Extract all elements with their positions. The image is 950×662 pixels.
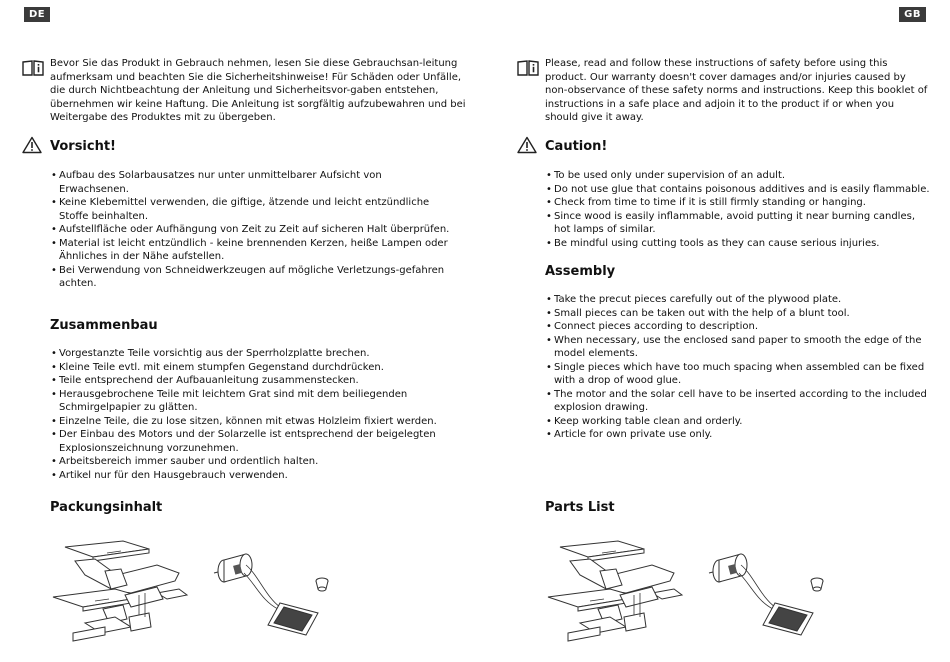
assembly-list-de [51, 347, 451, 482]
list-item: • Einzelne Teile, die zu lose sitzen, können mit etwas Holzleim fixiert werden. [51, 415, 451, 429]
list-item: • Kleine Teile evtl. mit einem stumpfen Gegenstand durchdrücken. [51, 361, 451, 375]
assembly-heading-gb: Assembly [545, 264, 616, 279]
list-item: • Be mindful using cutting tools as they can cause serious injuries. [546, 237, 931, 251]
list-item: • Do not use glue that contains poisonous additives and is easily flammable. [546, 183, 931, 197]
list-item: • Keine Klebemittel verwenden, die giftige, ätzende und leicht entzündliche Stoffe beinhalten. [51, 196, 451, 223]
list-item: • Since wood is easily inflammable, avoid putting it near burning candles, hot lamps of similar. [546, 210, 931, 237]
airplane-model-illustration [45, 535, 190, 655]
caution-list-gb [546, 169, 931, 250]
list-item: • Material ist leicht entzündlich - keine brennenden Kerzen, heiße Lampen oder Ähnliches in der Nähe aufstellen. [51, 237, 451, 264]
book-info-icon [22, 60, 44, 76]
list-item: • Small pieces can be taken out with the help of a blunt tool. [546, 307, 931, 321]
caution-heading-gb: Caution! [545, 139, 608, 154]
list-item: • Aufbau des Solarbausatzes nur unter unmittelbarer Aufsicht von Erwachsenen. [51, 169, 451, 196]
list-item: • Aufstellfläche oder Aufhängung von Zeit zu Zeit auf sicheren Halt überprüfen. [51, 223, 451, 237]
assembly-list-gb [546, 293, 931, 442]
list-item: • Take the precut pieces carefully out of the plywood plate. [546, 293, 931, 307]
list-item: • Single pieces which have too much spacing when assembled can be fixed with a drop of wood glue. [546, 361, 931, 388]
book-info-icon [517, 60, 539, 76]
parts-heading-de: Packungsinhalt [50, 500, 163, 515]
list-item: • Teile entsprechend der Aufbauanleitung zusammenstecken. [51, 374, 451, 388]
warning-triangle-icon [22, 136, 42, 154]
list-item: • Bei Verwendung von Schneidwerkzeugen auf mögliche Verletzungs-gefahren achten. [51, 264, 451, 291]
warning-triangle-icon [517, 136, 537, 154]
list-item: • Herausgebrochene Teile mit leichtem Grat sind mit dem beiliegenden Schmirgelpapier zu glätten. [51, 388, 451, 415]
intro-text-gb: Please, read and follow these instructions of safety before using this product. Our warranty doesn't cover damages and/or injuries caused by non-observance of these safety norms and instructions. Keep this booklet of instructions in a safe place and adjoin it to the product if or when you should give it away. [545, 58, 928, 123]
list-item: • Arbeitsbereich immer sauber und ordentlich halten. [51, 455, 451, 469]
list-item: • Artikel nur für den Hausgebrauch verwenden. [51, 469, 451, 483]
list-item: • Article for own private use only. [546, 428, 931, 442]
list-item: • To be used only under supervision of an adult. [546, 169, 931, 183]
list-item: • When necessary, use the enclosed sand paper to smooth the edge of the model elements. [546, 334, 931, 361]
list-item: • Connect pieces according to description. [546, 320, 931, 334]
parts-heading-gb: Parts List [545, 500, 615, 515]
solar-motor-illustration [705, 535, 835, 645]
list-item: • Der Einbau des Motors und der Solarzelle ist entsprechend der beigelegten Explosionszeichnung vorzunehmen. [51, 428, 451, 455]
language-tag-gb: GB [899, 7, 926, 22]
assembly-heading-de: Zusammenbau [50, 318, 158, 333]
airplane-model-illustration [540, 535, 685, 655]
list-item: • Keep working table clean and orderly. [546, 415, 931, 429]
intro-text-de: Bevor Sie das Produkt in Gebrauch nehmen, lesen Sie diese Gebrauchsan-leitung aufmerksam und beachten Sie die Sicherheitshinweise! Für Schäden oder Unfälle, die durch Nichtbeachtung der Anleitung und Sicherheitsvor-gaben entstehen, übernehmen wir keine Haftung. Die Anleitung ist sorgfältig aufzubewahren und bei Weitergabe des Produktes mit zu übergeben. [50, 58, 466, 123]
caution-heading-de: Vorsicht! [50, 139, 116, 154]
list-item: • The motor and the solar cell have to be inserted according to the included explosion drawing. [546, 388, 931, 415]
list-item: • Vorgestanzte Teile vorsichtig aus der Sperrholzplatte brechen. [51, 347, 451, 361]
solar-motor-illustration [210, 535, 340, 645]
language-tag-de: DE [24, 7, 50, 22]
list-item: • Check from time to time if it is still firmly standing or hanging. [546, 196, 931, 210]
caution-list-de [51, 169, 451, 291]
